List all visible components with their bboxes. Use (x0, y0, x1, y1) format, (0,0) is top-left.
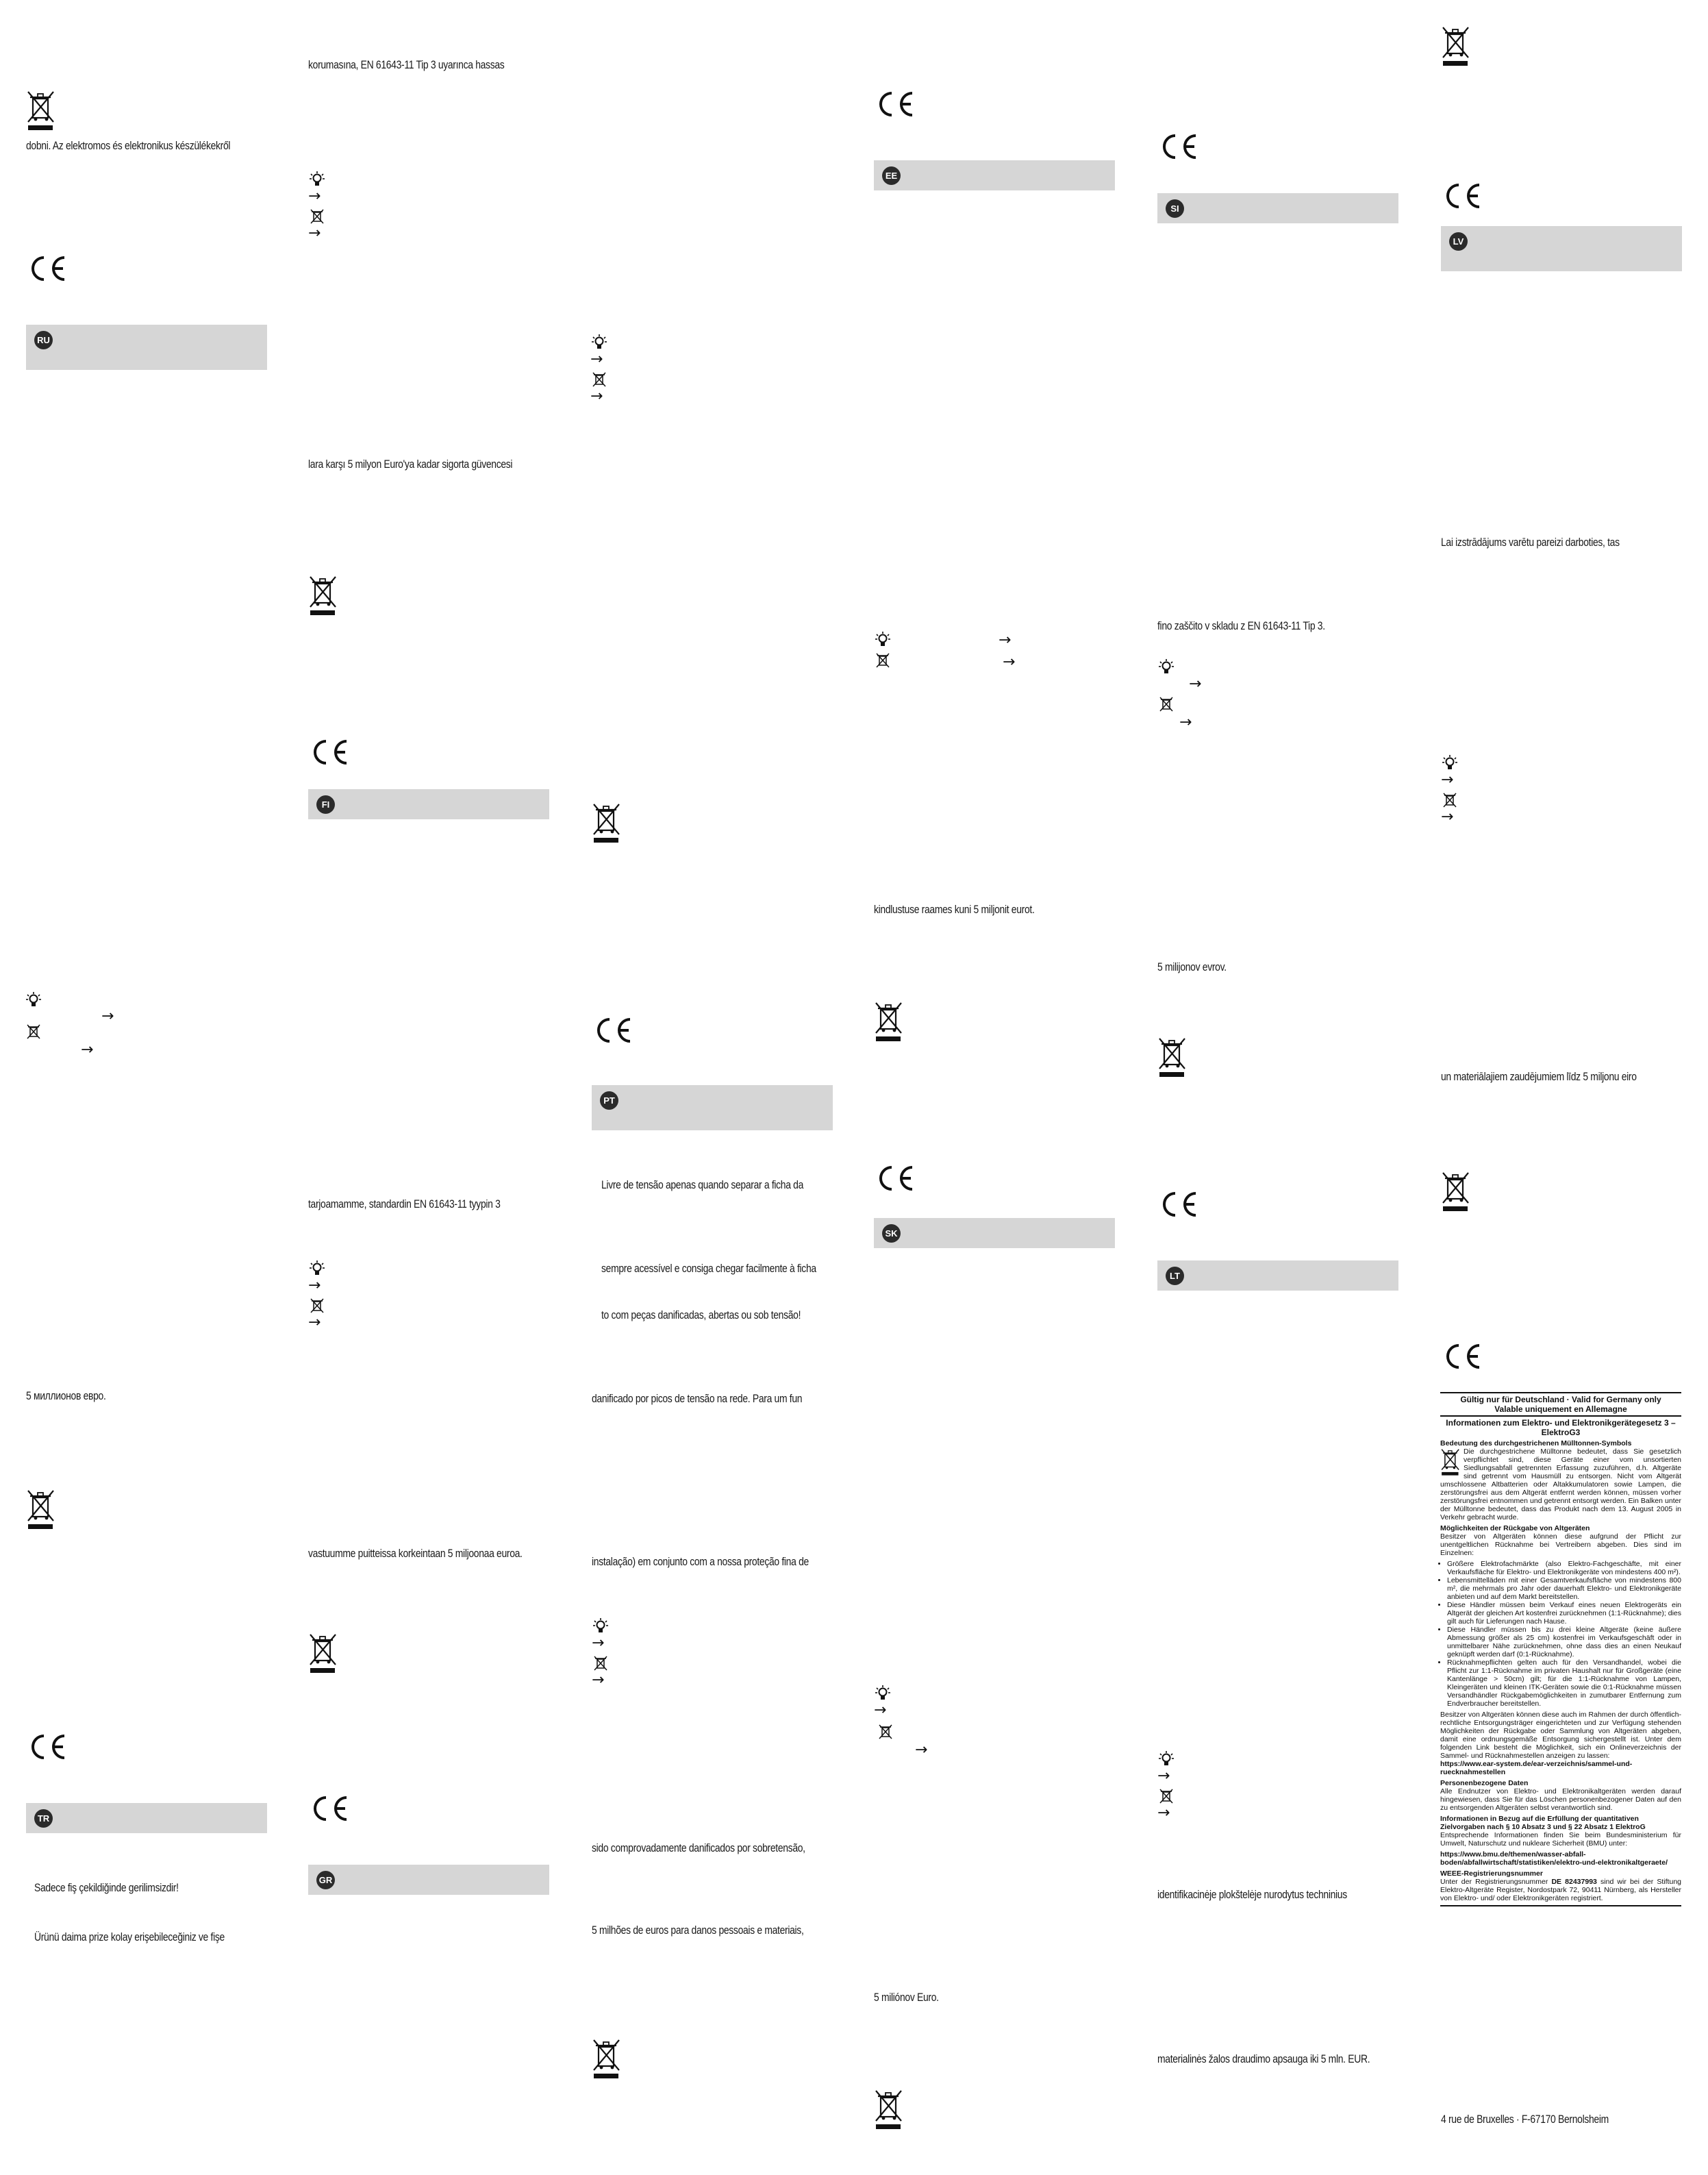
arrow-icon: → (592, 1635, 605, 1652)
ce-mark-icon (1157, 1191, 1198, 1218)
section-header-sk (874, 1218, 1115, 1248)
lang-badge-sk: SK (882, 1224, 901, 1243)
crossed-bin-icon (26, 1023, 41, 1040)
validity-note-fr: Valable uniquement en Allemagne (1494, 1404, 1627, 1414)
pt-text-line: 5 milhões de euros para danos pessoais e materiais, (592, 1924, 804, 1937)
weee-bin-icon (308, 1632, 338, 1674)
arrow-icon: → (592, 1671, 605, 1689)
arrow-icon: → (1157, 1804, 1170, 1822)
bulb-icon (310, 171, 325, 188)
weee-bin-icon (592, 801, 622, 844)
fi-text-line: vastuumme puitteissa korkeintaan 5 miljoonaa euroa. (308, 1547, 523, 1560)
ru-text-line: 5 миллионов евро. (26, 1389, 106, 1402)
arrow-icon: → (874, 1702, 887, 1719)
weee-bin-icon (874, 2088, 904, 2130)
weee-bin-icon (26, 1488, 56, 1530)
si-text-line: fino zaščito v skladu z EN 61643-11 Tip 3. (1157, 619, 1325, 632)
lv-text-line: un materiālajiem zaudējumiem līdz 5 miljonu eiro (1441, 1070, 1637, 1083)
section-heading: Informationen in Bezug auf die Erfüllung der quantitativen Zielvorgaben nach § 10 Absatz 3 und § 22 Absatz 1 ElektroG (1440, 1815, 1646, 1831)
bulb-icon (1159, 1751, 1174, 1767)
crossed-bin-icon (878, 1724, 893, 1740)
pt-text-line: to com peças danificadas, abertas ou sob tensão! (601, 1308, 801, 1321)
ee-text-line: kindlustuse raames kuni 5 miljonit eurot. (874, 903, 1035, 916)
arrow-icon: → (915, 1741, 928, 1758)
ce-mark-icon (592, 1017, 633, 1044)
list-item: • Rücknahmepflichten gelten auch für den Versandhandel, wobei die Pflicht zur 1:1-Rücknahme im privaten Haushalt nur für Großgeräte (eine Kantenlänge > 50cm) gilt; für die 1:1-Rücknahme von Lampen, Kleingeräten und kleinen ITK-Geräten sowie die 0:1-Rücknahme müssen Versandhändler Rückgabemöglichkeiten in zumutbarer Entfernung zum Endverbraucher bereitstellen. (1447, 1658, 1681, 1708)
fi-text-line: tarjoamamme, standardin EN 61643-11 tyypin 3 (308, 1197, 501, 1210)
section-header-lt (1157, 1260, 1398, 1291)
arrow-icon: → (999, 632, 1012, 649)
lt-text-line: materialinės žalos draudimo apsauga iki 5 mln. EUR. (1157, 2052, 1370, 2065)
arrow-icon: → (101, 1008, 114, 1025)
return-options-list (1440, 1560, 1681, 1708)
bulb-icon (26, 992, 41, 1008)
list-item: • Größere Elektrofachmärkte (also Elektro-Fachgeschäfte, mit einer Verkaufsfläche für Elektro- und Elektronikgeräte von mindestens 400 m²). (1447, 1560, 1681, 1576)
bulb-icon (592, 334, 607, 351)
lang-badge-fi: FI (316, 795, 335, 814)
arrow-icon: → (308, 1314, 321, 1331)
section-header-pt (592, 1085, 833, 1130)
section-header-fi (308, 789, 549, 819)
weee-bin-icon (1440, 1447, 1461, 1476)
crossed-bin-icon (1442, 792, 1457, 808)
paragraph: Besitzer von Altgeräten können diese aufgrund der Pflicht zur unentgeltlichen Rücknahme bei Vertreibern abgeben. Dies sind im Einzelnen: (1440, 1532, 1681, 1557)
ce-mark-icon (1441, 182, 1482, 210)
arrow-icon: → (1441, 771, 1454, 788)
validity-note: Gültig nur für Deutschland · Valid for Germany only (1460, 1395, 1661, 1404)
crossed-bin-icon (593, 1655, 608, 1671)
panel-title: Informationen zum Elektro- und Elektronikgerätegesetz 3 –ElektroG3 (1446, 1418, 1676, 1437)
ce-mark-icon (874, 90, 915, 118)
bulb-icon (1442, 755, 1457, 771)
tr-text-line: Sadece fiş çekildiğinde gerilimsizdir! (34, 1881, 179, 1894)
section-header-lv (1441, 226, 1682, 271)
arrow-icon: → (308, 225, 321, 242)
list-item: • Diese Händler müssen bis zu drei kleine Altgeräte (keine äußere Abmessung größer als 25 cm) kostenfrei im Verkaufsgeschäft oder in unmittelbarer Nähe zurücknehmen, ohne dass dies an einen Neukauf geknüpft werden darf (0:1-Rücknahme). (1447, 1626, 1681, 1658)
address-footer: 4 rue de Bruxelles · F-67170 Bernolsheim (1441, 2113, 1609, 2126)
paragraph: Besitzer von Altgeräten können diese auch im Rahmen der durch öffentlich-rechtliche Entsorgungsträger eingerichteten und zur Verfügung stehenden Möglichkeiten der Rückgabe oder Sammlung von Altgeräten abgeben, damit eine ordnungsgemäße Entsorgung sichergestellt ist. Unter dem folgenden Link besteht die Möglichkeit, sich ein Onlineverzeichnis der Sammel- und Rücknahmestellen anzeigen zu lassen: (1440, 1711, 1681, 1760)
weee-bin-icon (592, 2037, 622, 2080)
lv-text-line: Lai izstrādājums varētu pareizi darboties, tas (1441, 536, 1620, 549)
arrow-icon: → (590, 388, 603, 405)
section-heading: WEEE-Registrierungsnummer (1440, 1869, 1543, 1878)
lang-badge-pt: PT (600, 1091, 618, 1110)
tr-text-line: lara karşı 5 milyon Euro'ya kadar sigorta güvencesi (308, 458, 513, 471)
paragraph: Entsprechende Informationen finden Sie beim Bundesministerium für Umwelt, Naturschutz und nukleare Sicherheit (BMU) unter: (1440, 1831, 1681, 1848)
bulb-icon (875, 1685, 890, 1702)
weee-reg-number: DE 82437993 (1551, 1878, 1597, 1886)
ce-mark-icon (26, 255, 67, 282)
arrow-icon: → (81, 1041, 94, 1058)
crossed-bin-icon (310, 208, 325, 225)
lang-badge-si: SI (1166, 199, 1184, 218)
ce-mark-icon (26, 1733, 67, 1761)
section-heading: Bedeutung des durchgestrichenen Mülltonnen-Symbols (1440, 1439, 1632, 1447)
ear-link[interactable]: https://www.ear-system.de/ear-verzeichnis/sammel-und-ruecknahmestellen (1440, 1760, 1633, 1776)
paragraph: Die durchgestrichene Mülltonne bedeutet, dass Sie gesetzlich verpflichtet sind, diese Geräte einer vom unsortierten Siedlungsabfall getrennten Erfassung zuzuführen, d.h. Altgeräte sind getrennt vom Hausmüll zu entsorgen. Nicht vom Altgerät umschlossene Altbatterien oder Altakkumulatoren sowie Lampen, die zerstörungsfrei aus dem Altgerät entfernt werden können, müssen vorher zerstörungsfrei entnommen und getrennt entsorgt werden. Ein Balken unter der Mülltonne bedeutet, dass das Produkt nach dem 13. August 2005 in Verkehr gebracht wurde. (1440, 1447, 1681, 1521)
ce-mark-icon (874, 1165, 915, 1192)
pt-text-line: sempre acessível e consiga chegar facilmente à ficha (601, 1262, 816, 1275)
lang-badge-ee: EE (882, 166, 901, 185)
ce-mark-icon (1441, 1343, 1482, 1370)
arrow-icon: → (1441, 808, 1454, 825)
ce-mark-icon (308, 1795, 349, 1822)
bulb-icon (875, 632, 890, 648)
si-text-line: 5 milijonov evrov. (1157, 960, 1227, 973)
arrow-icon: → (1179, 714, 1192, 731)
section-header-si (1157, 193, 1398, 223)
arrow-icon: → (308, 188, 321, 205)
weee-bin-icon (308, 574, 338, 617)
weee-bin-icon (1441, 1170, 1471, 1213)
arrow-icon: → (1003, 654, 1016, 671)
electrog3-info-panel (1440, 1391, 1681, 1908)
weee-bin-icon (26, 89, 56, 132)
bulb-icon (1159, 659, 1174, 675)
crossed-bin-icon (875, 652, 890, 669)
crossed-bin-icon (1159, 696, 1174, 712)
section-header-gr (308, 1865, 549, 1895)
lang-badge-lt: LT (1166, 1267, 1184, 1285)
arrow-icon: → (1157, 1767, 1170, 1785)
crossed-bin-icon (310, 1297, 325, 1314)
pt-text-line: danificado por picos de tensão na rede. Para um fun (592, 1392, 803, 1405)
list-item: • Diese Händler müssen beim Verkauf eines neuen Elektrogeräts ein Altgerät der gleichen Art kostenfrei zurücknehmen (1:1-Rücknahme); dies gilt auch für Lieferungen nach Hause. (1447, 1601, 1681, 1626)
ce-mark-icon (1157, 133, 1198, 160)
lang-badge-tr: TR (34, 1809, 53, 1828)
bulb-icon (593, 1618, 608, 1635)
weee-bin-icon (874, 1000, 904, 1043)
lang-badge-gr: GR (316, 1871, 335, 1889)
bmu-link[interactable]: https://www.bmu.de/themen/wasser-abfall-boden/abfallwirtschaft/statistiken/elektro-und-elektronikaltgeraete/ (1440, 1850, 1668, 1867)
arrow-icon: → (1189, 675, 1202, 693)
weee-bin-icon (1157, 1036, 1188, 1078)
section-header-ru (26, 325, 267, 370)
section-heading: Personenbezogene Daten (1440, 1779, 1529, 1787)
crossed-bin-icon (1159, 1788, 1174, 1804)
list-item: • Lebensmittelläden mit einer Gesamtverkaufsfläche von mindestens 800 m², die mehrmals pro Jahr oder dauerhaft Elektro- und Elektronikgeräte anbieten und auf dem Markt bereitstellen. (1447, 1576, 1681, 1601)
pt-text-line: instalação) em conjunto com a nossa proteção fina de (592, 1555, 809, 1568)
ce-mark-icon (308, 738, 349, 766)
section-header-ee (874, 160, 1115, 190)
sk-text-line: 5 miliónov Euro. (874, 1991, 939, 2004)
section-heading: Möglichkeiten der Rückgabe von Altgeräten (1440, 1524, 1590, 1532)
lang-badge-lv: LV (1449, 232, 1468, 251)
pt-text-line: Livre de tensão apenas quando separar a ficha da (601, 1178, 804, 1191)
bulb-icon (310, 1260, 325, 1277)
paragraph: Unter der Registrierungsnummer DE 82437993 sind wir bei der Stiftung Elektro-Altgeräte Register, Nordostpark 72, 90411 Nürnberg, als Hersteller von Elektro- und/ oder Elektronikgeräten registriert. (1440, 1878, 1681, 1902)
arrow-icon: → (308, 1277, 321, 1294)
paragraph: Alle Endnutzer von Elektro- und Elektronikaltgeräten werden darauf hingewiesen, dass Sie für das Löschen personenbezogener Daten auf den zu entsorgenden Altgeräten selbst verantwortlich sind. (1440, 1787, 1681, 1812)
lt-text-line: identifikacinėje plokštelėje nurodytus techninius (1157, 1888, 1347, 1901)
lang-badge-ru: RU (34, 331, 53, 349)
tr-text-line: Ürünü daima prize kolay erişebileceğiniz ve fişe (34, 1930, 225, 1943)
arrow-icon: → (590, 351, 603, 368)
section-header-tr (26, 1803, 267, 1833)
weee-bin-icon (1441, 25, 1471, 67)
tr-text-line: korumasına, EN 61643-11 Tip 3 uyarınca hassas (308, 58, 505, 71)
crossed-bin-icon (592, 371, 607, 388)
pt-text-line: sido comprovadamente danificados por sobretensão, (592, 1841, 805, 1854)
hu-text-line: dobni. Az elektromos és elektronikus készülékekről (26, 139, 231, 152)
